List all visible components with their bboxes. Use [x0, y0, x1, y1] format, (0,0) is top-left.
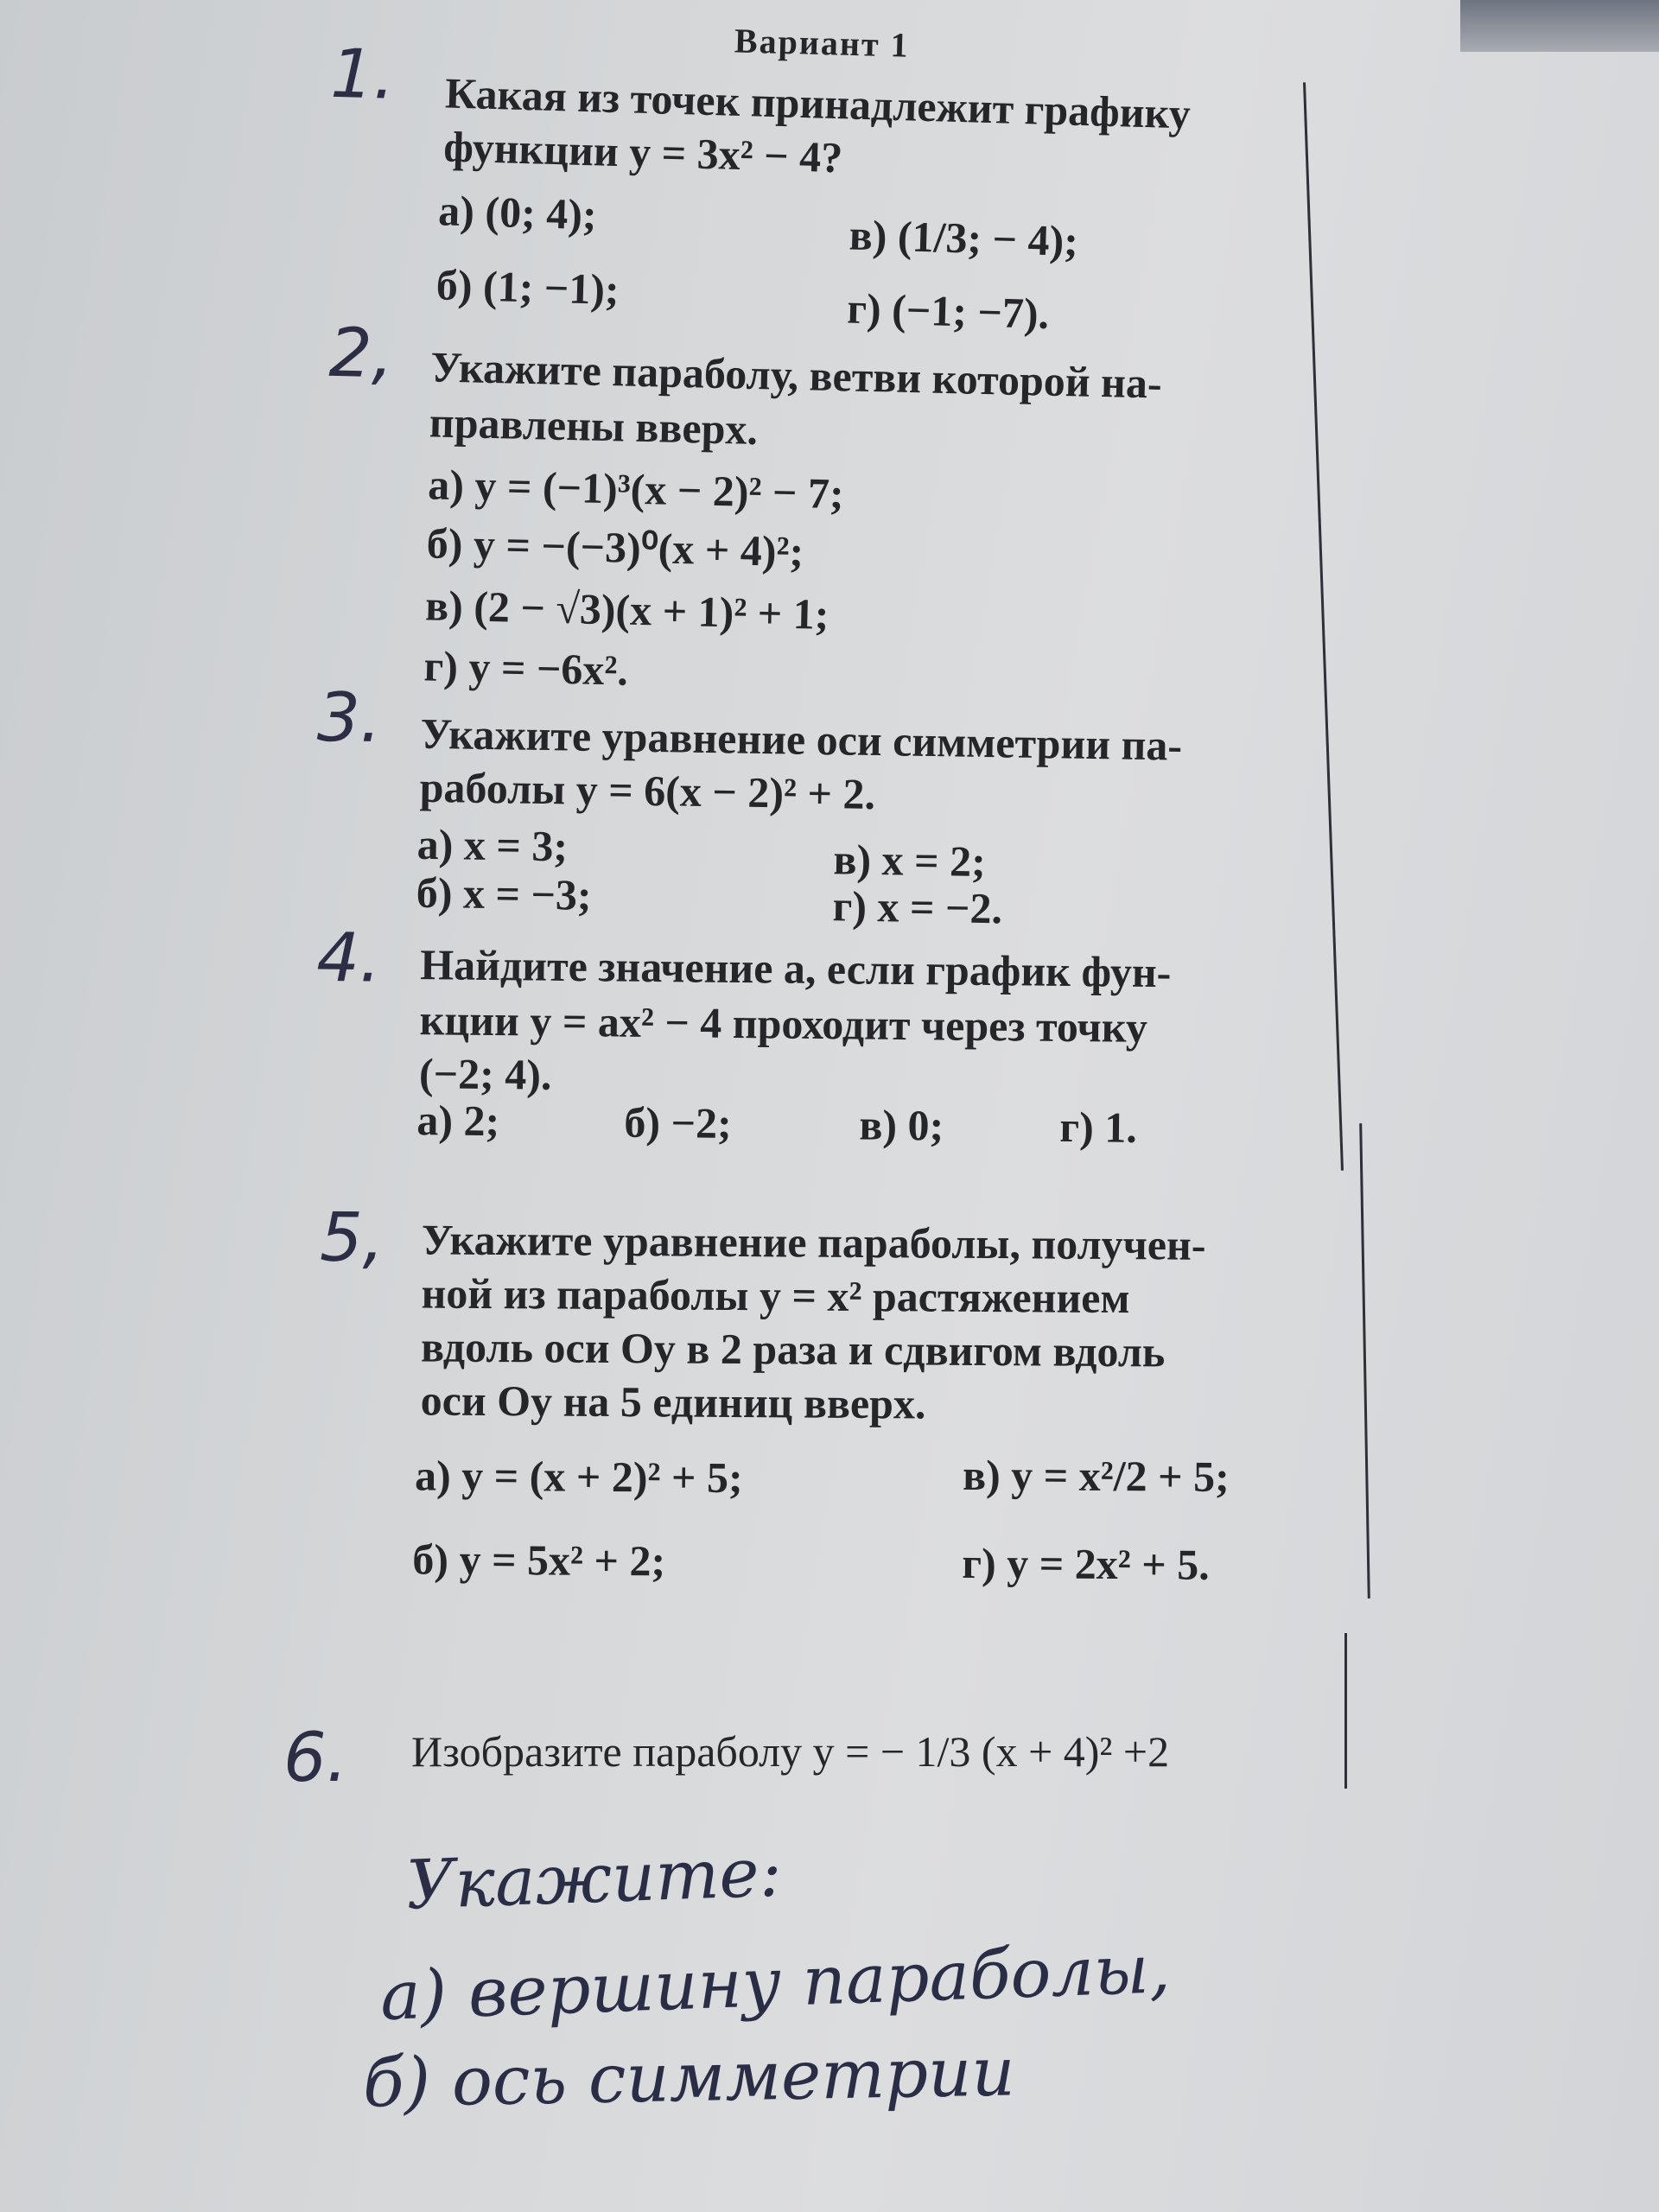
answer-option: в) (2 − √3)(x + 1)² + 1; [424, 581, 830, 639]
question-line: Укажите уравнение оси симметрии па- [420, 709, 1183, 770]
answer-option: а) x = 3; [416, 819, 569, 871]
answer-option: а) 2; [416, 1096, 500, 1146]
task-number: 3. [316, 678, 383, 759]
margin-line [1344, 1633, 1347, 1789]
answer-option: а) (0; 4); [437, 186, 598, 239]
answer-option: г) 1. [1059, 1102, 1138, 1152]
answer-option: г) x = −2. [832, 881, 1003, 933]
answer-option: б) (1; −1); [435, 260, 620, 315]
question-line: функции y = 3x² − 4? [442, 122, 843, 182]
task-number: 6. [283, 1719, 348, 1797]
question-line: Найдите значение a, если график фун- [420, 940, 1172, 997]
question-line: правлены вверх. [429, 397, 759, 454]
question-line: Укажите параболу, ветви которой на- [429, 342, 1163, 408]
question-line: Какая из точек принадлежит графику [444, 68, 1192, 138]
question-line: кции y = ax² − 4 проходит через точку [419, 995, 1148, 1052]
answer-option: в) y = x²/2 + 5; [962, 1450, 1230, 1501]
handwritten-line: а) вершину параболы, [378, 1930, 1172, 2036]
answer-option: г) y = 2x² + 5. [962, 1538, 1210, 1589]
question-line: ной из параболы y = x² растяжением [421, 1268, 1130, 1323]
question-line: Изобразите параболу y = − 1/3 (x + 4)² +2 [411, 1727, 1170, 1776]
answer-option: а) y = (x + 2)² + 5; [414, 1451, 743, 1503]
answer-option: г) y = −6x². [423, 641, 629, 695]
margin-line [1359, 1123, 1370, 1599]
answer-option: б) y = 5x² + 2; [412, 1535, 666, 1586]
task-number: 4. [315, 918, 382, 998]
handwritten-line: Укажите: [404, 1834, 784, 1925]
page-edge-shadow [1460, 0, 1659, 52]
question-line: (−2; 4). [418, 1049, 552, 1099]
margin-line [1303, 82, 1344, 1170]
question-line: раболы y = 6(x − 2)² + 2. [419, 762, 876, 819]
page-title: Вариант 1 [734, 21, 911, 65]
task-number: 2, [327, 314, 395, 394]
answer-option: в) 0; [859, 1100, 944, 1150]
answer-option: б) y = −(−3)⁰(x + 4)²; [426, 518, 804, 576]
question-line: Укажите уравнение параболы, получен- [421, 1215, 1206, 1269]
question-line: вдоль оси Oy в 2 раза и сдвигом вдоль [420, 1322, 1166, 1376]
answer-option: в) (1/3; − 4); [849, 210, 1079, 265]
answer-option: б) −2; [624, 1097, 733, 1147]
handwritten-line: б) ось симметрии [362, 2033, 1016, 2123]
question-line: оси Oy на 5 единиц вверх. [420, 1376, 926, 1428]
answer-option: а) y = (−1)³(x − 2)² − 7; [427, 460, 845, 518]
task-number: 5, [319, 1198, 385, 1278]
answer-option: г) (−1; −7). [846, 283, 1050, 339]
answer-option: в) x = 2; [833, 835, 987, 887]
task-number: 1. [329, 35, 397, 115]
answer-option: б) x = −3; [416, 868, 593, 919]
